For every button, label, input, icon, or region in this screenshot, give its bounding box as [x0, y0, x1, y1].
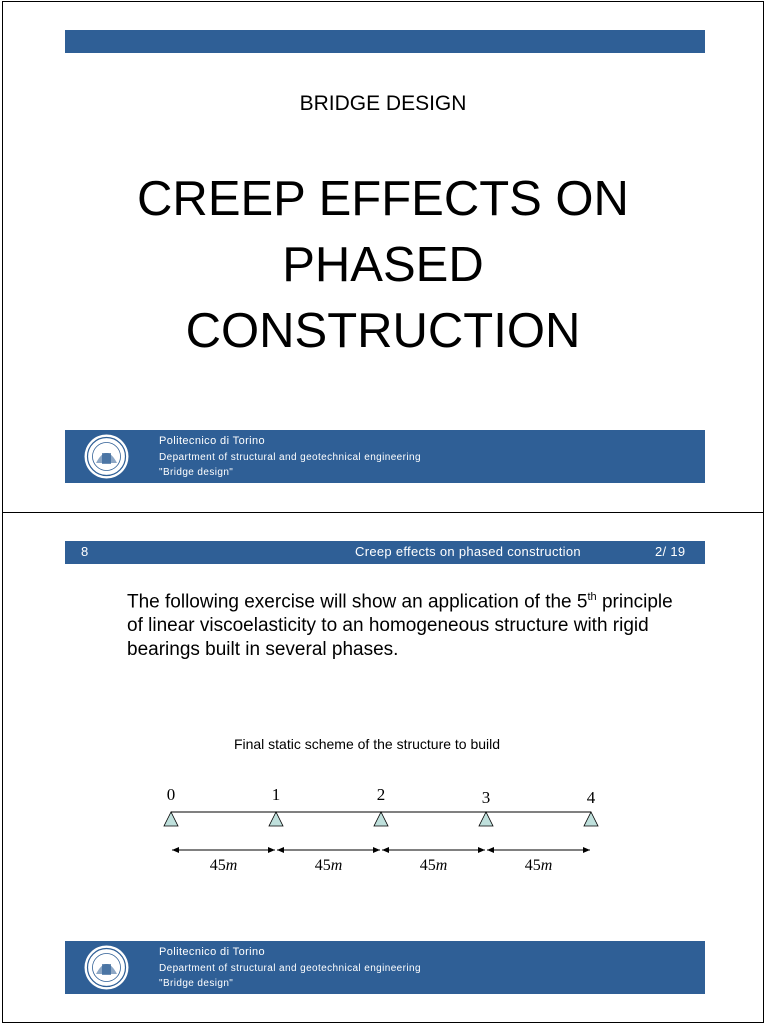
arrowhead-icon	[373, 847, 380, 853]
arrowhead-icon	[583, 847, 590, 853]
footer-course: "Bridge design"	[159, 467, 234, 478]
paragraph-text-2: principle of linear viscoelasticity to an homogeneous structure with rigid bearings built in several phases.	[127, 591, 673, 661]
span-length-label: 45m	[419, 857, 448, 874]
university-seal-icon	[83, 944, 130, 991]
footer-institution: Politecnico di Torino	[159, 946, 266, 958]
support-label: 2	[376, 785, 386, 804]
title-line-1: CREEP EFFECTS ON	[137, 172, 629, 226]
support-label: 0	[166, 785, 176, 804]
static-scheme-diagram	[3, 773, 763, 893]
slide-number: 8	[81, 544, 89, 559]
pin-support-icon	[584, 812, 598, 826]
support-label: 1	[271, 785, 281, 804]
arrowhead-icon	[268, 847, 275, 853]
span-length-label: 45m	[209, 857, 238, 874]
scheme-caption: Final static scheme of the structure to build	[233, 736, 501, 752]
pin-support-icon	[164, 812, 178, 826]
footer-department: Department of structural and geotechnical engineering	[159, 963, 421, 974]
arrowhead-icon	[478, 847, 485, 853]
arrowhead-icon	[487, 847, 494, 853]
page-indicator: 2/ 19	[655, 544, 686, 559]
footer-department: Department of structural and geotechnical engineering	[159, 452, 421, 463]
header-title: Creep effects on phased construction	[355, 544, 581, 559]
span-length-label: 45m	[314, 857, 343, 874]
span-length-label: 45m	[524, 857, 553, 874]
footer-course: "Bridge design"	[159, 978, 234, 989]
university-seal-icon	[83, 433, 130, 480]
support-label: 3	[481, 788, 491, 807]
arrowhead-icon	[172, 847, 179, 853]
slide-2	[2, 512, 764, 1023]
arrowhead-icon	[277, 847, 284, 853]
title-line-2: PHASED	[282, 238, 484, 292]
paragraph-text-1: The following exercise will show an application of the 5	[127, 591, 588, 613]
slide-2-footer	[65, 941, 705, 994]
arrowhead-icon	[382, 847, 389, 853]
slide-2-header-bar	[65, 541, 705, 564]
intro-paragraph	[127, 585, 687, 662]
slide-1	[2, 1, 764, 513]
title-line-3: CONSTRUCTION	[185, 304, 581, 358]
pin-support-icon	[479, 812, 493, 826]
pin-support-icon	[374, 812, 388, 826]
slide-1-footer	[65, 430, 705, 483]
support-label: 4	[586, 788, 596, 807]
pin-support-icon	[269, 812, 283, 826]
footer-institution: Politecnico di Torino	[159, 435, 266, 447]
slide-title	[3, 166, 763, 364]
paragraph-superscript: th	[587, 591, 597, 603]
course-title: BRIDGE DESIGN	[299, 92, 467, 115]
slide-1-top-bar	[65, 30, 705, 53]
